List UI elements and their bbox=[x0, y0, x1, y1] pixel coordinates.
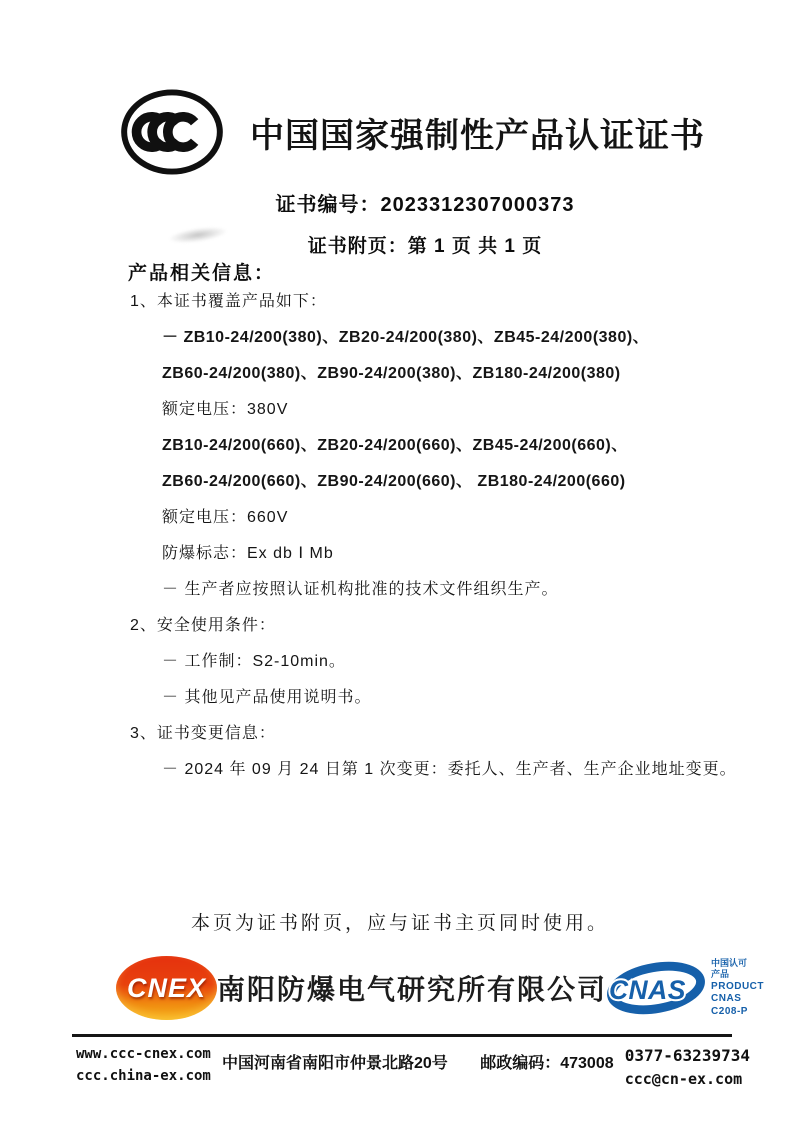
issuer-row bbox=[116, 956, 764, 1020]
body-line: － ZB10-24/200(380)、ZB20-24/200(380)、ZB45-24/200(380)、 bbox=[162, 329, 650, 346]
cnas-logo-block bbox=[607, 957, 764, 1019]
body-line: 3、证书变更信息： bbox=[130, 725, 276, 742]
body-line: 防爆标志：Ex db Ⅰ Mb bbox=[162, 545, 334, 562]
body-line: － 2024 年 09 月 24 日第 1 次变更：委托人、生产者、生产企业地址变更。 bbox=[162, 761, 737, 778]
header bbox=[118, 86, 720, 178]
address-block bbox=[222, 1044, 614, 1073]
body-line: 额定电压：380V bbox=[162, 401, 289, 418]
cnex-logo-icon bbox=[116, 956, 217, 1020]
footer-divider bbox=[72, 1034, 732, 1037]
company-name: 南阳防爆电气研究所有限公司 bbox=[217, 974, 608, 1005]
page-title: 中国国家强制性产品认证证书 bbox=[250, 116, 705, 155]
website-china-ex: ccc.china-ex.com bbox=[76, 1067, 211, 1084]
cnas-caption-line: CNAS C208-P bbox=[711, 993, 748, 1017]
contact-bar bbox=[76, 1044, 750, 1091]
website-ccc-cnex: www.ccc-cnex.com bbox=[76, 1046, 211, 1062]
phone-number: 0377-63239734 bbox=[624, 1046, 750, 1065]
certificate-pages-line: 证书附页：第 1 页 共 1 页 bbox=[307, 236, 543, 257]
body-line: ZB10-24/200(660)、ZB20-24/200(660)、ZB45-24/200(660)、 bbox=[162, 437, 628, 454]
svg-text:CNAS: CNAS bbox=[609, 974, 686, 1005]
cnex-logo-text: CNEX bbox=[127, 972, 207, 1003]
cnas-logo-icon bbox=[607, 957, 705, 1019]
body-line: － 生产者应按照认证机构批准的技术文件组织生产。 bbox=[162, 581, 559, 598]
email-address: ccc@cn-ex.com bbox=[624, 1070, 743, 1088]
product-info-content bbox=[130, 292, 740, 796]
certificate-number-line: 证书编号：2023312307000373 bbox=[275, 194, 575, 216]
body-line: 1、本证书覆盖产品如下： bbox=[130, 293, 327, 310]
cnas-caption-line: 中国认可 bbox=[711, 958, 748, 968]
phone-email-block bbox=[625, 1044, 750, 1091]
body-line: － 其他见产品使用说明书。 bbox=[162, 689, 372, 706]
body-line: 额定电压：660V bbox=[162, 509, 289, 526]
body-line: － 工作制：S2-10min。 bbox=[162, 653, 346, 670]
body-line: ZB60-24/200(380)、ZB90-24/200(380)、ZB180-24/200(380) bbox=[162, 365, 621, 382]
cnas-caption-line: 产品 bbox=[711, 969, 730, 980]
section-heading: 产品相关信息： bbox=[128, 263, 276, 284]
websites bbox=[76, 1044, 211, 1087]
footer-note: 本页为证书附页，应与证书主页同时使用。 bbox=[190, 913, 609, 934]
body-line: 2、安全使用条件： bbox=[130, 617, 276, 634]
ccc-logo-icon bbox=[118, 86, 226, 178]
address: 中国河南省南阳市仲景北路20号 bbox=[221, 1055, 448, 1072]
body-line: ZB60-24/200(660)、ZB90-24/200(660)、 ZB180-24/200(660) bbox=[162, 473, 626, 490]
cnas-caption-line: PRODUCT bbox=[711, 980, 764, 992]
cnas-caption bbox=[711, 958, 764, 1018]
postal-code: 邮政编码：473008 bbox=[480, 1055, 614, 1072]
